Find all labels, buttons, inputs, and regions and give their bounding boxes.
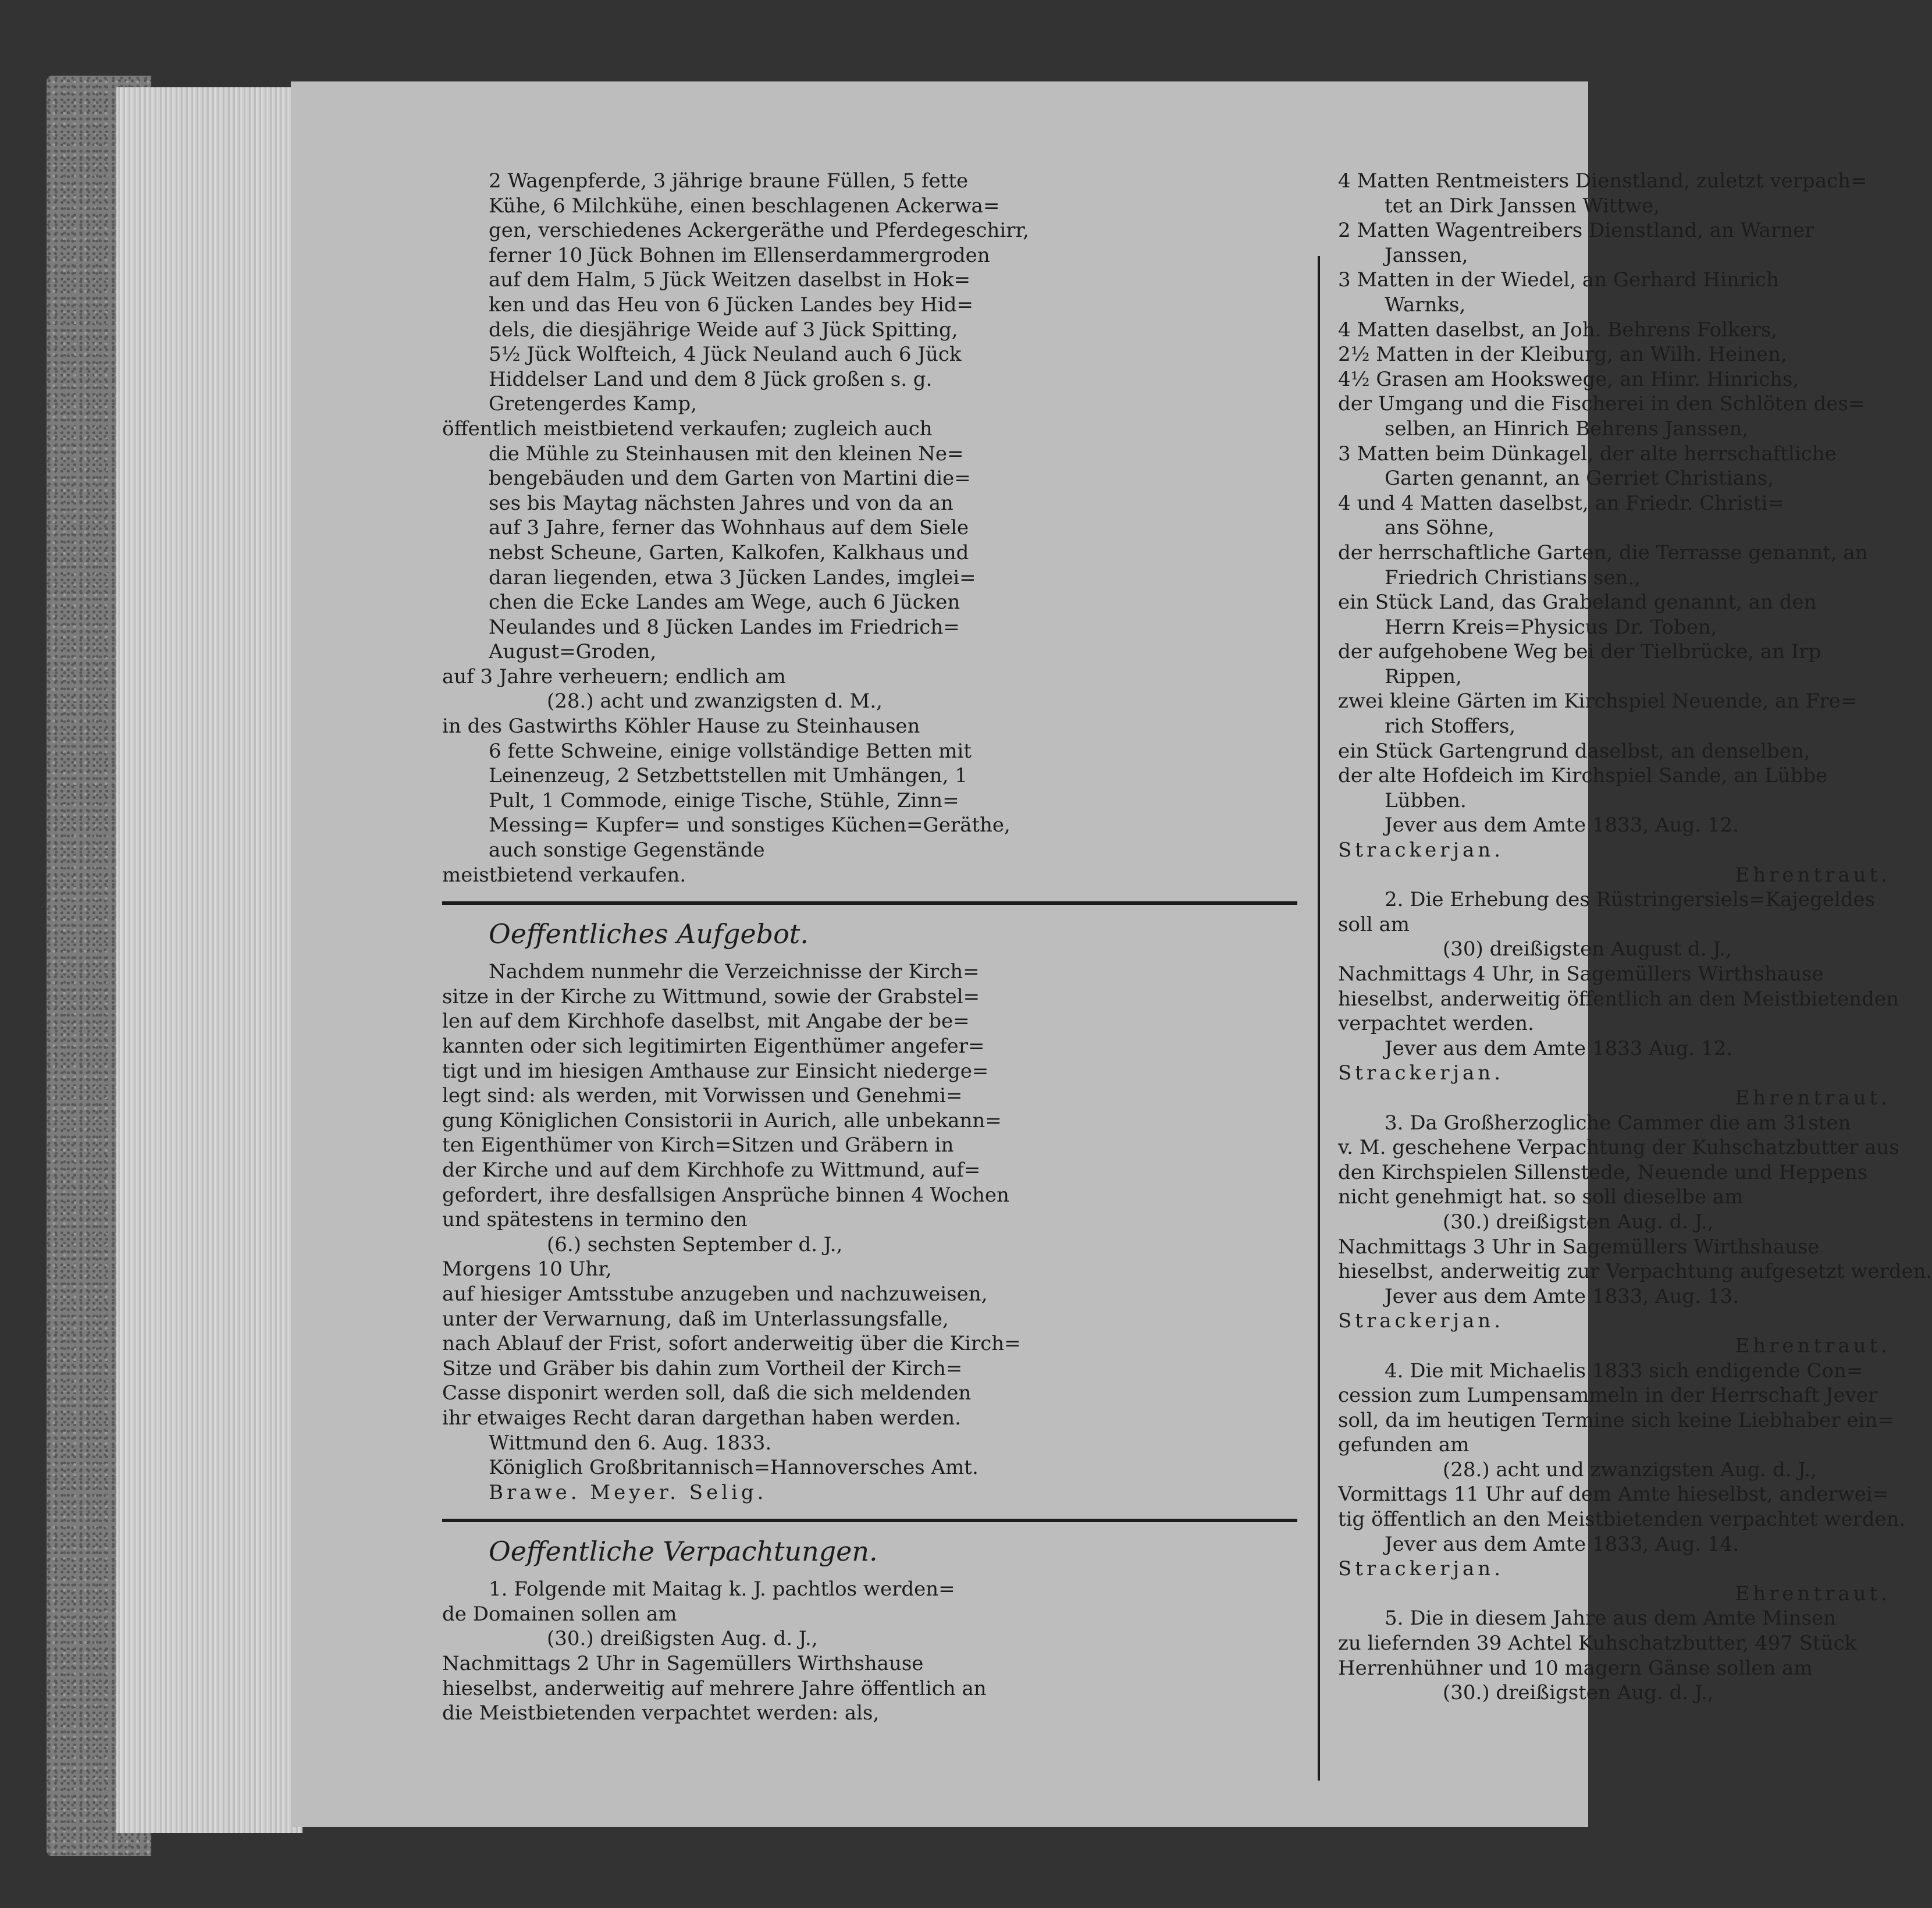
signature-line: Brawe. Meyer. Selig. (489, 1480, 767, 1504)
text-line: Jever aus dem Amte 1833 Aug. 12. (1385, 1036, 1733, 1060)
section-heading-verpachtungen: Oeffentliche Verpachtungen. (489, 1536, 878, 1568)
text-line: Jever aus dem Amte 1833, Aug. 14. (1385, 1532, 1739, 1556)
text-line: hieselbst, anderweitig zur Verpachtung aufgesetzt werden. (1338, 1260, 1932, 1284)
text-line: soll am (1338, 912, 1410, 936)
text-line: auf 3 Jahre, ferner das Wohnhaus auf dem Siele (489, 516, 969, 540)
text-line: Nachmittags 3 Uhr in Sagemüllers Wirthshause (1338, 1235, 1820, 1259)
text-line: Ehrentraut. (1735, 1086, 1891, 1110)
text-line: daran liegenden, etwa 3 Jücken Landes, imglei= (489, 566, 976, 589)
text-line: 5. Die in diesem Jahre aus dem Amte Minsen (1385, 1607, 1837, 1630)
text-line: (28.) acht und zwanzigsten d. M., (547, 690, 883, 713)
text-line: Hiddelser Land und dem 8 Jück großen s. g. (489, 367, 933, 391)
text-line: Lübben. (1385, 788, 1467, 812)
text-line: August=Groden, (489, 640, 657, 664)
text-line: verpachtet werden. (1338, 1012, 1534, 1036)
text-line: Gretengerdes Kamp, (489, 392, 697, 416)
text-line: Leinenzeug, 2 Setzbettstellen mit Umhängen, 1 (489, 764, 967, 788)
text-line: Garten genannt, an Gerriet Christians, (1385, 467, 1774, 491)
text-line: Kühe, 6 Milchkühe, einen beschlagenen Ackerwa= (489, 194, 1000, 218)
text-line: (30) dreißigsten August d. J., (1443, 937, 1732, 961)
text-line: Janssen, (1385, 243, 1468, 267)
text-line: der herrschaftliche Garten, die Terrasse genannt, an (1338, 541, 1868, 564)
text-line: Rippen, (1385, 665, 1462, 688)
text-line: 2½ Matten in der Kleiburg, an Wilh. Heinen, (1338, 343, 1787, 367)
text-line: zwei kleine Gärten im Kirchspiel Neuende, an Fre= (1338, 690, 1858, 713)
text-line: ein Stück Gartengrund daselbst, an denselben, (1338, 739, 1810, 763)
text-line: 4½ Grasen am Hookswege, an Hinr. Hinrichs, (1338, 367, 1799, 391)
text-line: Morgens 10 Uhr, (442, 1257, 612, 1281)
text-line: ken und das Heu von 6 Jücken Landes bey Hid= (489, 293, 973, 317)
text-line: Sitze und Gräber bis dahin zum Vortheil der Kirch= (442, 1356, 963, 1380)
text-line: (30.) dreißigsten Aug. d. J., (1443, 1681, 1714, 1705)
text-line: 5½ Jück Wolfteich, 4 Jück Neuland auch 6 Jück (489, 343, 962, 367)
right-column (1338, 169, 1932, 1706)
text-line: nebst Scheune, Garten, Kalkofen, Kalkhaus und (489, 541, 969, 564)
text-line: Jever aus dem Amte 1833, Aug. 13. (1385, 1284, 1739, 1308)
text-line: rich Stoffers, (1385, 715, 1516, 738)
section-heading-aufgebot: Oeffentliches Aufgebot. (489, 918, 809, 950)
text-line: hieselbst, anderweitig auf mehrere Jahre öffentlich an (442, 1676, 987, 1700)
text-line: ein Stück Land, das Grabeland genannt, an den (1338, 591, 1817, 614)
text-line: Wittmund den 6. Aug. 1833. (489, 1431, 772, 1455)
page-edges (116, 87, 303, 1833)
text-line: Casse disponirt werden soll, daß die sich meldenden (442, 1381, 972, 1405)
text-line: Ehrentraut. (1735, 1582, 1891, 1605)
text-line: 3 Matten beim Dünkagel, der alte herrschaftliche (1338, 442, 1837, 466)
text-line: dels, die diesjährige Weide auf 3 Jück Spitting, (489, 318, 958, 342)
text-line: 2 Matten Wagentreibers Dienstland, an Warner (1338, 219, 1814, 243)
text-line: Vormittags 11 Uhr auf dem Amte hieselbst, anderwei= (1338, 1483, 1890, 1506)
text-line: ten Eigenthümer von Kirch=Sitzen und Gräbern in (442, 1134, 954, 1157)
text-line: 4 und 4 Matten daselbst, an Friedr. Christi= (1338, 491, 1784, 515)
text-line: hieselbst, anderweitig öffentlich an den Meistbietenden (1338, 987, 1899, 1011)
text-line: 3. Da Großherzogliche Cammer die am 31sten (1385, 1111, 1851, 1135)
text-line: tet an Dirk Janssen Wittwe, (1385, 194, 1660, 218)
text-line: selben, an Hinrich Behrens Janssen, (1385, 417, 1749, 440)
text-line: Messing= Kupfer= und sonstiges Küchen=Geräthe, (489, 813, 1011, 837)
text-line: soll, da im heutigen Termine sich keine Liebhaber ein= (1338, 1408, 1894, 1432)
text-line: len auf dem Kirchhofe daselbst, mit Angabe der be= (442, 1010, 970, 1033)
text-line: 6 fette Schweine, einige vollständige Betten mit (489, 739, 972, 763)
text-line: de Domainen sollen am (442, 1602, 677, 1626)
text-line: in des Gastwirths Köhler Hause zu Steinhausen (442, 715, 920, 738)
text-line: gefordert, ihre desfallsigen Ansprüche binnen 4 Wochen (442, 1183, 1009, 1207)
text-line: Friedrich Christians sen., (1385, 566, 1641, 589)
text-line: ihr etwaiges Recht daran dargethan haben werden. (442, 1406, 961, 1430)
text-line: Strackerjan. (1338, 1309, 1504, 1333)
text-line: gefunden am (1338, 1433, 1470, 1457)
text-line: tigt und im hiesigen Amthause zur Einsicht niederge= (442, 1059, 989, 1083)
text-line: die Mühle zu Steinhausen mit den kleinen Ne= (489, 442, 964, 466)
text-line: 2 Wagenpferde, 3 jährige braune Füllen, 5 fette (489, 169, 969, 193)
text-line: die Meistbietenden verpachtet werden: als, (442, 1701, 880, 1725)
section-rule (442, 901, 1297, 905)
text-line: nach Ablauf der Frist, sofort anderweitig über die Kirch= (442, 1332, 1021, 1356)
verpachtungen-text (442, 1577, 1297, 1726)
text-line: Nachmittags 4 Uhr, in Sagemüllers Wirthshause (1338, 962, 1824, 986)
text-line: Neulandes und 8 Jücken Landes im Friedrich= (489, 615, 960, 639)
text-line: öffentlich meistbietend verkaufen; zugleich auch (442, 417, 933, 440)
document-page (291, 81, 1932, 1827)
text-line: Ehrentraut. (1735, 863, 1891, 887)
text-line: zu liefernden 39 Achtel Kuhschatzbutter, 497 Stück (1338, 1632, 1857, 1655)
text-line: auf hiesiger Amtsstube anzugeben und nachzuweisen, (442, 1282, 988, 1306)
text-line: chen die Ecke Landes am Wege, auch 6 Jücken (489, 591, 960, 614)
block1 (442, 169, 1297, 887)
text-line: ans Söhne, (1385, 516, 1495, 540)
text-line: der Umgang und die Fischerei in den Schlöten des= (1338, 392, 1865, 416)
text-line: (30.) dreißigsten Aug. d. J., (547, 1627, 818, 1651)
text-line: auch sonstige Gegenstände (489, 838, 765, 862)
text-line: und spätestens in termino den (442, 1208, 748, 1232)
text-line: auf 3 Jahre verheuern; endlich am (442, 665, 786, 688)
text-line: der alte Hofdeich im Kirchspiel Sande, an Lübbe (1338, 764, 1828, 788)
text-line: Strackerjan. (1338, 838, 1504, 862)
text-line: tig öffentlich an den Meistbietenden verpachtet werden. (1338, 1508, 1906, 1532)
text-line: Pult, 1 Commode, einige Tische, Stühle, Zinn= (489, 788, 959, 812)
aufgebot-text (442, 960, 1297, 1505)
text-line: Königlich Großbritannisch=Hannoversches Amt. (489, 1456, 979, 1480)
text-line: legt sind: als werden, mit Vorwissen und Genehmi= (442, 1084, 963, 1108)
text-line: Strackerjan. (1338, 1061, 1504, 1085)
text-line: Nachdem nunmehr die Verzeichnisse der Kirch= (489, 960, 980, 984)
text-line: 1. Folgende mit Maitag k. J. pachtlos werden= (489, 1577, 955, 1601)
text-line: Strackerjan. (1338, 1557, 1504, 1581)
left-column (442, 169, 1297, 1726)
text-line: 4 Matten Rentmeisters Dienstland, zuletzt verpach= (1338, 169, 1867, 193)
text-line: unter der Verwarnung, daß im Unterlassungsfalle, (442, 1307, 949, 1331)
section-rule (442, 1519, 1297, 1522)
text-line: 3 Matten in der Wiedel, an Gerhard Hinrich (1338, 268, 1779, 292)
text-line: der aufgehobene Weg bei der Tielbrücke, an Irp (1338, 640, 1821, 664)
text-line: nicht genehmigt hat. so soll dieselbe am (1338, 1185, 1744, 1209)
column-divider (1318, 256, 1320, 1781)
text-line: bengebäuden und dem Garten von Martini die= (489, 467, 971, 491)
text-line: 2. Die Erhebung des Rüstringersiels=Kajegeldes (1385, 888, 1876, 912)
text-line: Jever aus dem Amte 1833, Aug. 12. (1385, 813, 1739, 837)
text-line: gen, verschiedenes Ackergeräthe und Pferdegeschirr, (489, 219, 1029, 243)
text-line: meistbietend verkaufen. (442, 863, 686, 887)
text-line: Herrn Kreis=Physicus Dr. Toben, (1385, 615, 1717, 639)
text-line: Herrenhühner und 10 magern Gänse sollen am (1338, 1656, 1813, 1680)
text-line: kannten oder sich legitimirten Eigenthümer angefer= (442, 1035, 985, 1058)
text-line: (30.) dreißigsten Aug. d. J., (1443, 1210, 1714, 1234)
text-line: gung Königlichen Consistorii in Aurich, alle unbekann= (442, 1108, 1002, 1132)
text-line: Ehrentraut. (1735, 1334, 1891, 1358)
text-line: der Kirche und auf dem Kirchhofe zu Wittmund, auf= (442, 1158, 981, 1182)
text-line: sitze in der Kirche zu Wittmund, sowie der Grabstel= (442, 985, 980, 1008)
text-line: Nachmittags 2 Uhr in Sagemüllers Wirthshause (442, 1652, 924, 1676)
text-line: auf dem Halm, 5 Jück Weitzen daselbst in Hok= (489, 268, 971, 292)
text-line: den Kirchspielen Sillenstede, Neuende und Heppens (1338, 1160, 1868, 1184)
text-line: 4 Matten daselbst, an Joh. Behrens Folkers, (1338, 318, 1778, 342)
text-line: cession zum Lumpensammeln in der Herrschaft Jever (1338, 1384, 1878, 1408)
text-line: ses bis Maytag nächsten Jahres und von da an (489, 491, 953, 515)
text-line: (28.) acht und zwanzigsten Aug. d. J., (1443, 1458, 1817, 1481)
text-line: (6.) sechsten September d. J., (547, 1232, 843, 1256)
text-line: 4. Die mit Michaelis 1833 sich endigende Con= (1385, 1359, 1863, 1383)
text-line: v. M. geschehene Verpachtung der Kuhschatzbutter aus (1338, 1136, 1899, 1160)
text-line: Warnks, (1385, 293, 1466, 317)
text-line: ferner 10 Jück Bohnen im Ellenserdammergroden (489, 243, 990, 267)
